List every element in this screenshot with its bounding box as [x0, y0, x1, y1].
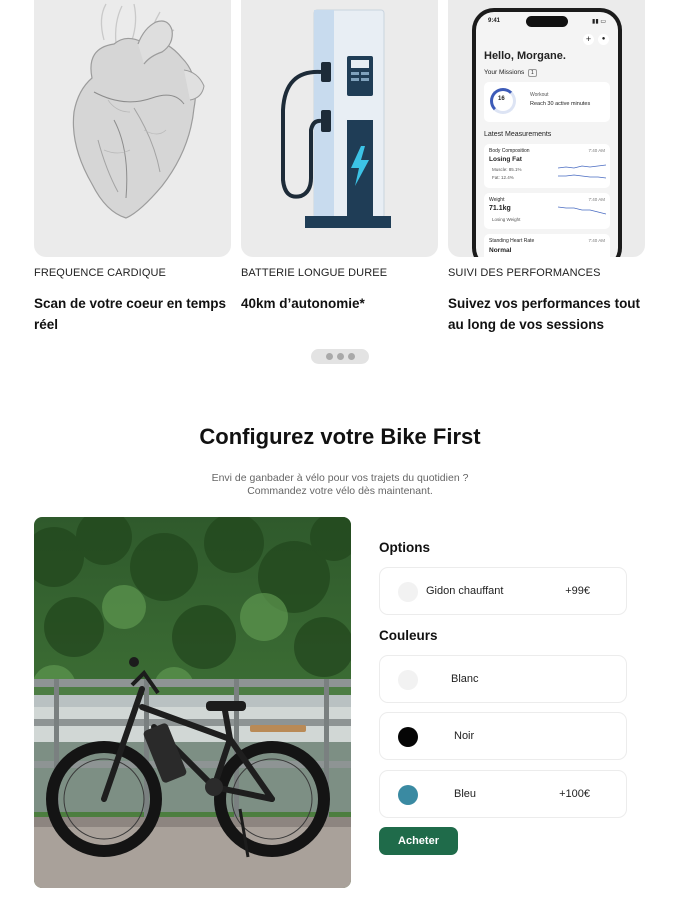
- notification-icon: ●: [598, 34, 609, 45]
- greeting: Hello, Morgane.: [484, 50, 566, 62]
- measurement-value: Normal: [489, 247, 512, 254]
- measurement-time: 7:40 AM: [588, 197, 605, 202]
- colors-title: Couleurs: [379, 628, 438, 643]
- phone-frame: [472, 8, 622, 257]
- measurement-label: Weight: [489, 197, 505, 203]
- measurement-card: [484, 144, 610, 188]
- phone-app-screenshot: [448, 0, 645, 257]
- sparkline: [558, 162, 606, 182]
- phone-status-time: 9:41: [488, 18, 501, 24]
- add-icon: +: [583, 34, 594, 45]
- charging-station-illustration: [241, 0, 438, 257]
- option-name: Gidon chauffant: [426, 585, 504, 597]
- options-title: Options: [379, 540, 430, 555]
- feature-card-battery[interactable]: [241, 0, 438, 314]
- missions-title-text: Your Missions: [484, 69, 525, 76]
- feature-card-performance[interactable]: [448, 0, 645, 335]
- measurement-line: Fat: 12.4%: [492, 175, 514, 180]
- measurement-card: [484, 234, 610, 257]
- configurator-title: Configurez votre Bike First: [199, 424, 481, 449]
- mission-value: 16: [498, 96, 505, 102]
- feature-carousel: [34, 0, 646, 340]
- phone-screen: [476, 12, 618, 257]
- color-option-blue[interactable]: [379, 770, 627, 818]
- measurement-label: Body Composition: [489, 148, 530, 154]
- color-option-white[interactable]: [379, 655, 627, 703]
- carousel-dot[interactable]: [337, 353, 344, 360]
- carousel-pagination[interactable]: [311, 349, 369, 364]
- bike-photo: [34, 517, 351, 888]
- feature-label: BATTERIE LONGUE DUREE: [241, 267, 388, 279]
- color-option-black[interactable]: [379, 712, 627, 760]
- option-heated-grips[interactable]: [379, 567, 627, 615]
- measurement-time: 7:40 AM: [588, 238, 605, 243]
- dynamic-island: [526, 16, 568, 27]
- missions-title: [484, 69, 537, 76]
- measurements-title: Latest Measurements: [484, 131, 552, 138]
- feature-card-heart-rate[interactable]: [34, 0, 231, 335]
- option-price: +99€: [565, 585, 590, 597]
- feature-title: Suivez vos performances tout au long de vos sessions: [448, 296, 641, 332]
- mission-tag: Workout: [530, 92, 549, 98]
- color-name: Bleu: [454, 788, 477, 800]
- measurement-value: Losing Fat: [489, 156, 522, 163]
- measurement-line: Losing Weight: [492, 217, 521, 222]
- signal-icon: ▮▮ ▭: [592, 19, 606, 25]
- anatomical-heart-illustration: [34, 0, 231, 257]
- subtitle-line: Envi de ganbader à vélo pour vos trajets du quotidien ?: [211, 472, 469, 484]
- feature-title: 40km d’autonomie*: [241, 296, 365, 311]
- feature-label: FREQUENCE CARDIQUE: [34, 267, 166, 279]
- color-name: Noir: [454, 730, 475, 742]
- buy-button[interactable]: Acheter: [379, 827, 458, 855]
- subtitle-line: Commandez votre vélo dès maintenant.: [247, 485, 433, 497]
- configurator-subtitle: [0, 472, 680, 498]
- mission-card: [484, 82, 610, 122]
- sparkline: [558, 203, 606, 219]
- carousel-dot[interactable]: [348, 353, 355, 360]
- color-swatch-white[interactable]: [398, 670, 418, 690]
- measurement-line: Muscle: 85.1%: [492, 167, 522, 172]
- carousel-dot[interactable]: [326, 353, 333, 360]
- color-swatch-blue[interactable]: [398, 785, 418, 805]
- feature-title: Scan de votre coeur en temps réel: [34, 296, 227, 332]
- color-price: +100€: [559, 788, 590, 800]
- option-checkbox[interactable]: [398, 582, 418, 602]
- color-swatch-black[interactable]: [398, 727, 418, 747]
- mission-text: Reach 30 active minutes: [530, 101, 591, 107]
- measurement-card: [484, 193, 610, 229]
- measurement-label: Standing Heart Rate: [489, 238, 535, 244]
- measurement-value: 71.1kg: [489, 205, 511, 212]
- measurement-time: 7:40 AM: [588, 148, 605, 153]
- color-name: Blanc: [451, 673, 479, 685]
- feature-label: SUIVI DES PERFORMANCES: [448, 267, 601, 279]
- missions-badge: 1: [528, 69, 537, 77]
